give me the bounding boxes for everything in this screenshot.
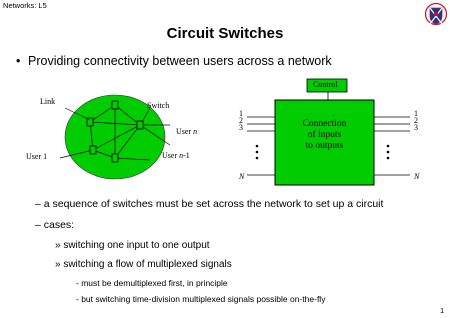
detail-subsub-2: - but switching time-division multiplexed signals possible on-the-fly [76, 294, 326, 304]
output-port-labels: 1 2 3 [414, 109, 418, 132]
main-bullet-text: Providing connectivity between users across a network [28, 54, 332, 68]
usern-label: User n [176, 127, 198, 136]
connection-label: Connection of inputs to outputs [302, 119, 347, 151]
detail-sub-2: » switching a flow of multiplexed signals [55, 259, 232, 270]
bullet-dot: • [16, 54, 21, 68]
detail-subsub-1: - must be demultiplexed first, in principle [76, 278, 228, 288]
page-number: 1 [440, 306, 445, 315]
switch-node [112, 101, 118, 109]
user1-label: User 1 [26, 152, 48, 161]
detail-sub-1: » switching one input to one output [55, 240, 210, 251]
detail-item-1: – a sequence of switches must be set across the network to set up a circuit [35, 198, 384, 210]
link-label: Link [40, 97, 56, 106]
usern1-label: User n-1 [162, 151, 190, 160]
switch-node [112, 154, 118, 162]
input-port-n: N [239, 172, 245, 181]
course-header: Networks: L5 [3, 1, 47, 10]
switch-node [137, 121, 143, 129]
switch-node [90, 146, 96, 154]
slide-title: Circuit Switches [166, 25, 284, 42]
detail-item-2: – cases: [35, 219, 75, 231]
switch-label: Switch [147, 101, 170, 110]
control-label: Control [313, 80, 338, 89]
output-port-n: N [414, 172, 420, 181]
input-port-labels: 1 2 3 [239, 109, 243, 132]
